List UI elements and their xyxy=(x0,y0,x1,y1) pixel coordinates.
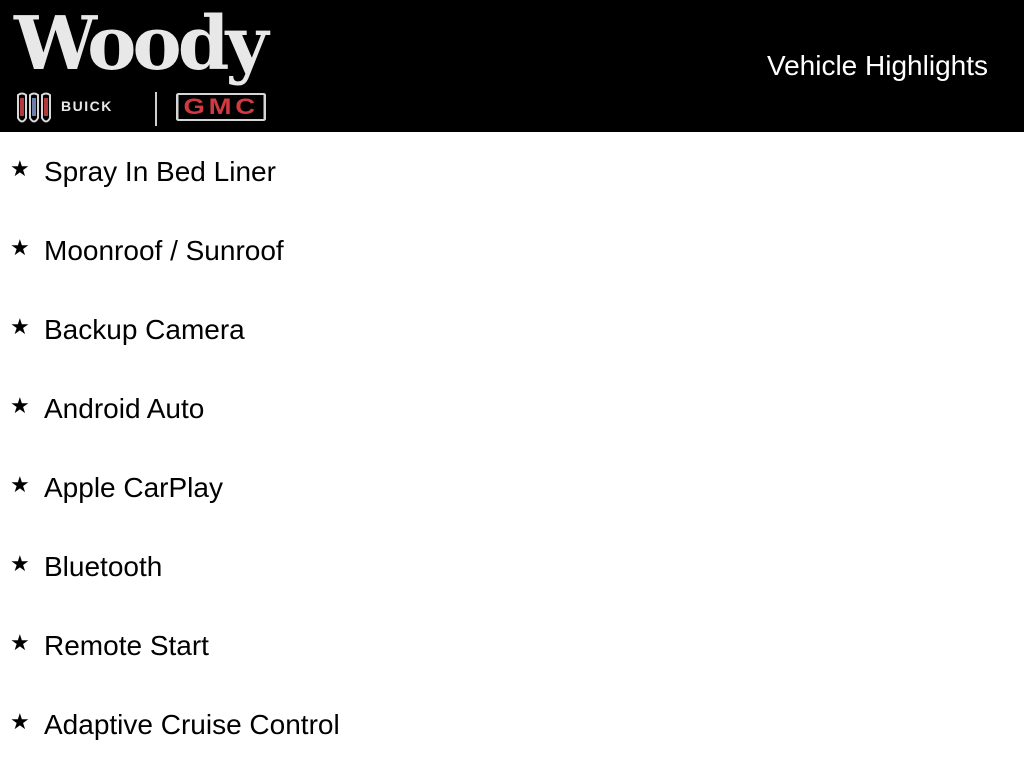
star-icon: ★ xyxy=(10,710,30,735)
highlight-label: Moonroof / Sunroof xyxy=(44,235,284,266)
dealer-logo[interactable] xyxy=(14,0,304,132)
logo-wordmark: Woody xyxy=(14,1,265,87)
buick-tri-shield-icon xyxy=(16,92,54,126)
star-icon: ★ xyxy=(10,394,30,419)
list-item xyxy=(0,132,1024,211)
highlight-label: Spray In Bed Liner xyxy=(44,156,276,187)
logo-divider xyxy=(155,92,157,126)
star-icon: ★ xyxy=(10,473,30,498)
list-item xyxy=(0,527,1024,606)
list-item xyxy=(0,448,1024,527)
highlight-label: Bluetooth xyxy=(44,551,163,582)
list-item xyxy=(0,211,1024,290)
star-icon: ★ xyxy=(10,315,30,340)
highlights-list xyxy=(0,132,1024,764)
highlight-label: Adaptive Cruise Control xyxy=(44,709,340,740)
star-icon: ★ xyxy=(10,157,30,182)
star-icon: ★ xyxy=(10,552,30,577)
highlight-label: Apple CarPlay xyxy=(44,472,223,503)
star-icon: ★ xyxy=(10,236,30,261)
highlight-label: Backup Camera xyxy=(44,314,245,345)
list-item xyxy=(0,290,1024,369)
list-item xyxy=(0,369,1024,448)
list-item xyxy=(0,606,1024,685)
page-header xyxy=(0,0,1024,132)
section-title: Vehicle Highlights xyxy=(766,50,988,81)
buick-wordmark: BUICK xyxy=(61,98,113,114)
logo-brand-row xyxy=(16,90,301,128)
gmc-wordmark: GMC xyxy=(176,93,266,121)
highlight-label: Remote Start xyxy=(44,630,209,661)
highlight-label: Android Auto xyxy=(44,393,205,424)
star-icon: ★ xyxy=(10,631,30,656)
list-item xyxy=(0,685,1024,764)
